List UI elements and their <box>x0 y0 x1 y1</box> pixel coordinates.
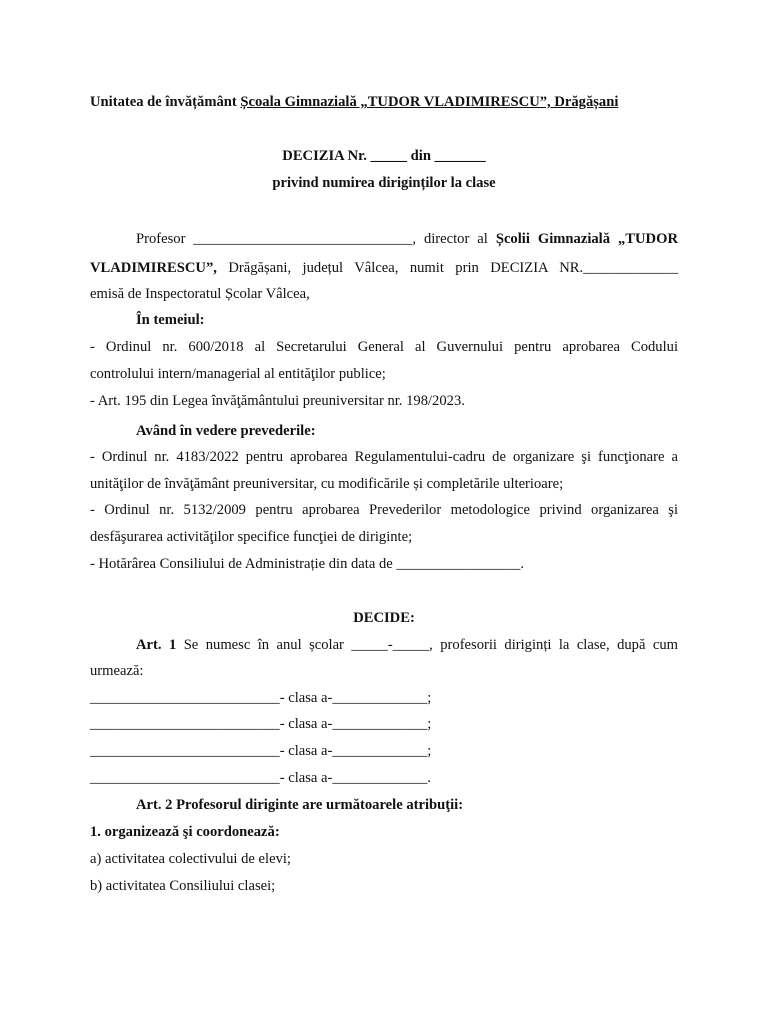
intro-text: Profesor ______________________________, director al <box>136 231 496 247</box>
teacher-row: __________________________- clasa a-_____________; <box>90 716 432 732</box>
decide-heading: DECIDE: <box>353 610 415 626</box>
intro-line-3: emisă de Inspectoratul Școlar Vâlcea, <box>90 286 310 302</box>
decision-title: DECIZIA Nr. _____ din _______ <box>282 148 486 164</box>
vedere-heading: Având în vedere prevederile: <box>136 423 316 439</box>
intro-school-cont: VLADIMIRESCU”, <box>90 260 217 276</box>
vedere-line-4: desfăşurarea activităţilor specifice funcţiei de diriginte; <box>90 529 413 545</box>
temeiul-heading: În temeiul: <box>136 312 205 328</box>
header-school-name: Școala Gimnazială „TUDOR VLADIMIRESCU”, Drăgășani <box>240 94 619 110</box>
art1-label: Art. 1 <box>136 637 177 653</box>
art1-text: Se numesc în anul școlar _____-_____, profesorii diriginți la clase, după cum <box>176 637 678 653</box>
intro-line-2 <box>90 259 678 277</box>
header-prefix: Unitatea de învățământ <box>90 94 241 110</box>
art1-cont: urmează: <box>90 663 144 679</box>
teacher-row: __________________________- clasa a-_____________; <box>90 690 432 706</box>
art1-line <box>90 636 678 654</box>
vedere-line-2: unităţilor de învăţământ preuniversitar, cu modificările și completările ulterioare; <box>90 476 564 492</box>
point-1-a: a) activitatea colectivului de elevi; <box>90 851 291 867</box>
vedere-line-5: - Hotărârea Consiliului de Administrație din data de _________________. <box>90 556 525 572</box>
temeiul-line-2: controlului intern/managerial al entităţilor publice; <box>90 366 386 382</box>
art2-heading: Art. 2 Profesorul diriginte are următoarele atribuţii: <box>136 797 464 813</box>
intro-line-1 <box>90 230 678 248</box>
vedere-line-1: - Ordinul nr. 4183/2022 pentru aprobarea Regulamentului-cadru de organizare şi funcţionare a <box>90 449 678 465</box>
intro-school: Școlii Gimnazială „TUDOR <box>495 231 678 247</box>
school-header <box>90 93 678 111</box>
teacher-row: __________________________- clasa a-_____________. <box>90 770 431 786</box>
temeiul-line-3: - Art. 195 din Legea învăţământului preuniversitar nr. 198/2023. <box>90 393 465 409</box>
vedere-line-3: - Ordinul nr. 5132/2009 pentru aprobarea Prevederilor metodologice privind organizarea şi <box>90 502 678 518</box>
intro-text-2: Drăgășani, județul Vâlcea, numit prin DECIZIA NR._____________ <box>216 260 678 276</box>
decision-subject: privind numirea diriginților la clase <box>272 175 496 191</box>
point-1-b: b) activitatea Consiliului clasei; <box>90 878 276 894</box>
point-1: 1. organizează şi coordonează: <box>90 824 280 840</box>
teacher-row: __________________________- clasa a-_____________; <box>90 743 432 759</box>
temeiul-line-1: - Ordinul nr. 600/2018 al Secretarului General al Guvernului pentru aprobarea Codului <box>90 339 678 355</box>
